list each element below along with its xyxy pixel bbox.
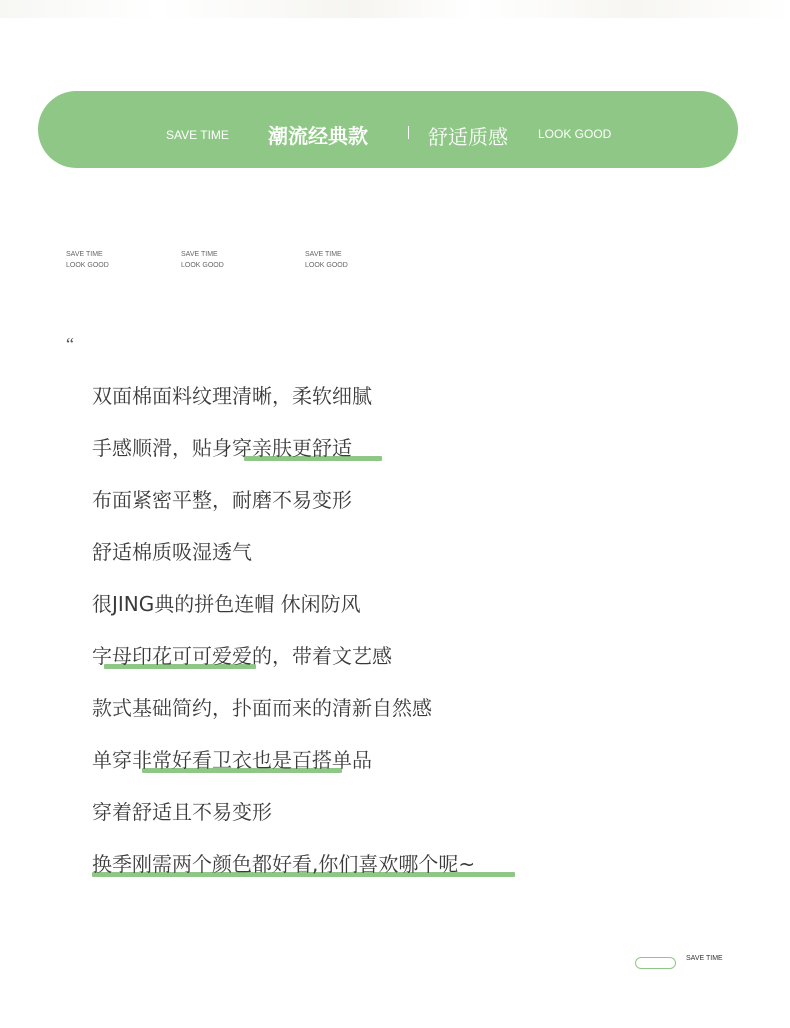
feature-line — [92, 796, 752, 848]
tag-row — [0, 249, 790, 273]
banner-left-caption: SAVE TIME — [166, 128, 229, 142]
feature-line — [92, 484, 752, 536]
feature-line — [92, 640, 752, 692]
feature-line — [92, 848, 752, 900]
feature-text: 手感顺滑，贴身穿亲肤更舒适 — [92, 436, 352, 460]
banner-subtitle: 舒适质感 — [428, 125, 508, 149]
header-banner — [38, 91, 738, 168]
feature-text: 款式基础简约，扑面而来的清新自然感 — [92, 696, 432, 720]
tag-item — [181, 249, 224, 271]
tag-line-1: SAVE TIME — [181, 251, 218, 258]
footer-label: SAVE TIME — [686, 955, 723, 962]
banner-title: 潮流经典款 — [268, 124, 368, 148]
top-texture-strip — [0, 0, 790, 18]
banner-divider — [408, 126, 409, 139]
feature-line — [92, 744, 752, 796]
tag-line-1: SAVE TIME — [305, 251, 342, 258]
feature-text: 双面棉面料纹理清晰，柔软细腻 — [92, 384, 372, 408]
tag-item — [66, 249, 109, 271]
feature-text: 很JING典的拼色连帽 休闲防风 — [92, 592, 361, 616]
feature-line — [92, 692, 752, 744]
feature-text: 换季刚需两个颜色都好看,你们喜欢哪个呢~ — [92, 852, 476, 876]
feature-text: 舒适棉质吸湿透气 — [92, 540, 252, 564]
feature-text: 单穿非常好看卫衣也是百搭单品 — [92, 748, 372, 772]
feature-list — [92, 380, 752, 900]
feature-line — [92, 588, 752, 640]
tag-line-2: LOOK GOOD — [66, 262, 109, 269]
tag-line-2: LOOK GOOD — [305, 262, 348, 269]
feature-text: 穿着舒适且不易变形 — [92, 800, 272, 824]
quote-mark: “ — [66, 334, 74, 354]
tag-line-2: LOOK GOOD — [181, 262, 224, 269]
feature-text: 布面紧密平整，耐磨不易变形 — [92, 488, 352, 512]
banner-right-caption: LOOK GOOD — [538, 127, 612, 141]
feature-line — [92, 380, 752, 432]
outline-pill-decoration — [635, 957, 676, 969]
feature-text: 字母印花可可爱爱的，带着文艺感 — [92, 644, 392, 668]
feature-line — [92, 536, 752, 588]
tag-line-1: SAVE TIME — [66, 251, 103, 258]
tag-item — [305, 249, 348, 271]
feature-line — [92, 432, 752, 484]
